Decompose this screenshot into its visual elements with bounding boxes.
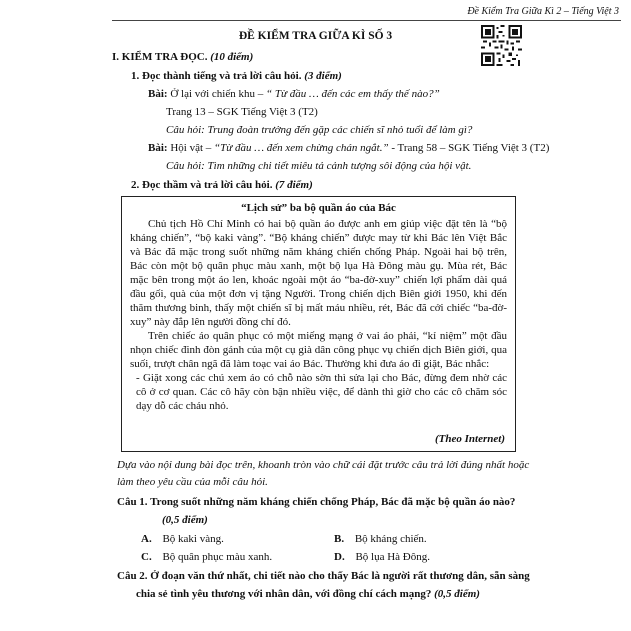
lesson2-page: - Trang 58 – SGK Tiếng Việt 3 (T2) xyxy=(388,142,550,154)
option-letter: B. xyxy=(334,533,345,545)
option-letter: A. xyxy=(141,533,152,545)
option-letter: C. xyxy=(141,551,152,563)
part2-heading-text: 2. Đọc thầm và trả lời câu hỏi. xyxy=(131,179,273,191)
question-2-line-2 xyxy=(136,587,480,601)
story-body xyxy=(122,217,515,413)
q1-option-c[interactable] xyxy=(141,550,272,564)
lesson2-question: Câu hỏi: Tìm những chi tiết miêu tả cảnh tượng sôi động của hội vật. xyxy=(166,160,472,172)
lesson1-quote: “ Từ đầu … đến các em thấy thế nào?” xyxy=(265,88,440,100)
q1-option-b[interactable] xyxy=(334,532,427,546)
instruction-line-1: Dựa vào nội dung bài đọc trên, khoanh tròn vào chữ cái đặt trước câu trả lời đúng nhất hoặc xyxy=(117,459,530,471)
option-text: Bộ kháng chiến. xyxy=(354,533,427,545)
header-rule xyxy=(112,20,621,21)
exam-title: ĐỀ KIỂM TRA GIỮA KÌ SỐ 3 xyxy=(238,30,393,42)
option-letter: D. xyxy=(334,551,345,563)
part1-heading-text: 1. Đọc thành tiếng và trả lời câu hỏi. xyxy=(131,70,302,82)
story-title: “Lịch sử” ba bộ quần áo của Bác xyxy=(241,202,396,214)
story-paragraph-1: Chủ tịch Hồ Chí Minh có hai bộ quần áo được anh em giúp việc đặt tên là “bộ kháng chiến”, “bộ kaki vàng”. “Bộ kháng chiến” được may từ khi Bác lên Việt Bắc và Bác đã mặc trong suốt những năm kháng chiến chống Pháp. Ngoài hai bộ trên, Bác còn một bộ quân phục màu xanh, một bộ lụa Hà Đông màu gụ. Mùa rét, Bác mặc bên trong một áo len, khoác ngoài một áo “ba-đờ-xuy” chiến lợi phẩm dài quá đầu gối, quà của một đơn vị tặng Người. Trong chiến dịch Biên giới 1950, khi đến thăm thương binh, thấy một chiến sĩ bị mất máu nhiều, rét, Bác đã cởi chiếc “ba-đờ-xuy” này đắp lên người đồng chí đó. xyxy=(130,218,507,328)
question-1: Câu 1. Trong suốt những năm kháng chiến chống Pháp, Bác đã mặc bộ quần áo nào? xyxy=(117,496,516,508)
part1-points: (3 điểm) xyxy=(304,70,342,82)
question-1-points: (0,5 điểm) xyxy=(162,514,208,526)
q1-option-d[interactable] xyxy=(334,550,430,564)
q1-option-a[interactable] xyxy=(141,532,224,546)
question-2-points: (0,5 điểm) xyxy=(431,588,480,600)
question-2-line-1: Câu 2. Ở đoạn văn thứ nhất, chi tiết nào cho thấy Bác là người rất thương dân, sẵn sàng xyxy=(117,570,530,582)
section-heading-text: I. KIỂM TRA ĐỌC. xyxy=(112,51,208,63)
option-text: Bộ kaki vàng. xyxy=(162,533,224,545)
lesson1-text: Ở lại với chiến khu – xyxy=(170,88,266,100)
story-paragraph-2: Trên chiếc áo quân phục có một miếng mạng ở vai áo phải, “kỉ niệm” một đầu nhọn chiếc đinh đòn gánh của một cụ già dân công phục vụ chiến dịch Biên giới, qua suối, trượt chân ngã đã làm toạc vai áo Bác. Thường khi đưa áo đi giặt, Bác nhắc: xyxy=(130,330,507,370)
part2-heading xyxy=(131,178,313,192)
reading-passage-box xyxy=(121,196,516,452)
running-header: Đề Kiểm Tra Giữa Kì 2 – Tiếng Việt 3 xyxy=(467,6,619,17)
lesson2-label: Bài: xyxy=(148,142,168,154)
option-text: Bộ quân phục màu xanh. xyxy=(162,551,273,563)
option-text: Bộ lụa Hà Đông. xyxy=(355,551,430,563)
story-credit: (Theo Internet) xyxy=(435,433,505,445)
lesson1-label: Bài: xyxy=(148,88,168,100)
lesson1-question: Câu hỏi: Trung đoàn trưởng đến gặp các chiến sĩ nhỏ tuổi để làm gì? xyxy=(166,124,473,136)
section-points: (10 điểm) xyxy=(210,51,254,63)
section-heading xyxy=(112,50,253,64)
story-paragraph-3: - Giặt xong các chú xem áo có chỗ nào sờn thì sửa lại cho Bác, đừng đem nhờ các cô ở cơ quan. Các cô hãy còn bận nhiều việc, để dành thì giờ cho các cô chăm sóc dạy dỗ các cháu nhỏ. xyxy=(136,372,507,412)
question-2-text: chia sẻ tình yêu thương với nhân dân, với đồng chí cách mạng? xyxy=(136,588,432,600)
lesson2-text: Hội vật – xyxy=(170,142,215,154)
lesson1-page: Trang 13 – SGK Tiếng Việt 3 (T2) xyxy=(166,106,318,118)
part1-heading xyxy=(131,69,342,83)
lesson2-quote: “Từ đầu … đến xem chừng chán ngắt.” xyxy=(214,142,389,154)
part2-points: (7 điểm) xyxy=(275,179,313,191)
lesson2-line xyxy=(148,141,549,155)
instruction-line-2: làm theo yêu cầu của mỗi câu hỏi. xyxy=(117,476,268,488)
lesson1-line xyxy=(148,87,440,101)
